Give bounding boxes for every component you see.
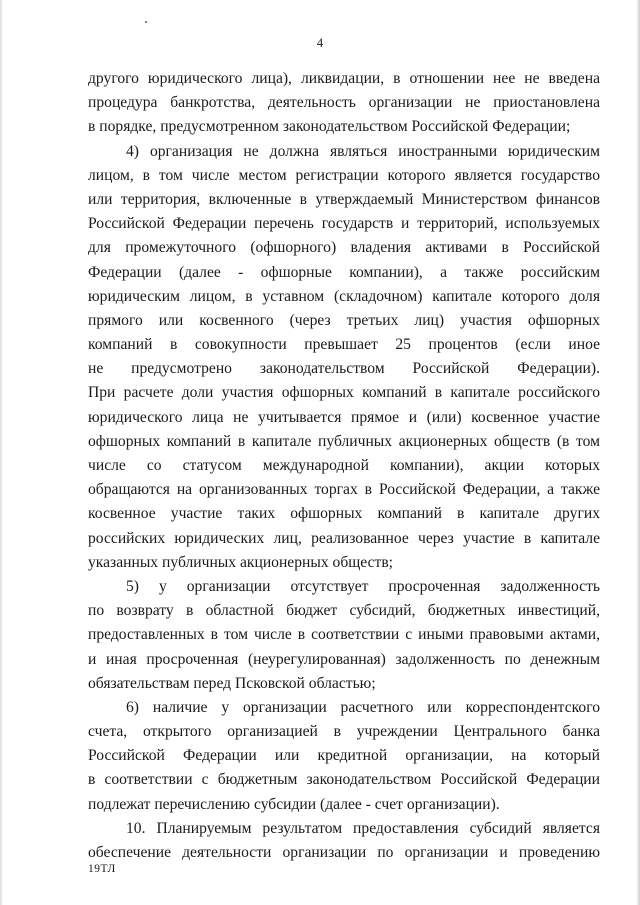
text-line: другого юридического лица), ликвидации, в отношении нее не введена xyxy=(88,70,600,87)
text-line: 6) наличие у организации расчетного или корреспондентского xyxy=(126,698,600,716)
text-line: юридического лица не учитывается прямое и (или) косвенное участие xyxy=(88,408,600,426)
page-number: 4 xyxy=(316,36,324,50)
text-line: Российской Федерации или кредитной организации, на который xyxy=(88,747,600,765)
text-line: При расчете доли участия офшорных компаний в капитале российского xyxy=(88,384,600,402)
body-text xyxy=(88,67,600,865)
text-line: подлежат перечислению субсидии (далее - счет организации). xyxy=(88,795,500,813)
text-line: компаний в совокупности превышает 25 процентов (если иное xyxy=(88,336,600,354)
text-line: обязательствам перед Псковской областью; xyxy=(88,674,376,692)
text-line: в порядке, предусмотренном законодательством Российской Федерации; xyxy=(88,118,571,136)
text-line: предоставленных в том числе в соответствии с иными правовыми актами, xyxy=(88,626,600,644)
text-line: прямого или косвенного (через третьих лиц) участия офшорных xyxy=(88,311,600,329)
text-line: российских юридических лиц, реализованное через участие в капитале xyxy=(88,529,600,547)
text-line: косвенное участие таких офшорных компаний в капитале других xyxy=(88,505,600,523)
text-line: не предусмотрено законодательством Российской Федерации). xyxy=(88,360,600,378)
text-line: 5) у организации отсутствует просроченная задолженность xyxy=(126,577,600,595)
text-line: лицом, в том числе местом регистрации которого является государство xyxy=(88,166,600,184)
text-line: и иная просроченная (неурегулированная) задолженность по денежным xyxy=(88,650,600,668)
scan-edge-left xyxy=(0,0,3,905)
text-line: Российской Федерации перечень государств и территорий, используемых xyxy=(88,215,600,233)
text-line: 10. Планируемым результатом предоставления субсидий является xyxy=(126,819,600,837)
text-line: или территория, включенные в утверждаемый Министерством финансов xyxy=(88,190,600,208)
text-line: по возврату в областной бюджет субсидий, бюджетных инвестиций, xyxy=(88,602,600,620)
text-line: юридическим лицом, в уставном (складочном) капитале которого доля xyxy=(88,287,600,305)
scan-edge-right xyxy=(636,0,640,905)
text-line: в соответствии с бюджетным законодательством Российской Федерации xyxy=(88,771,600,789)
text-line: Федерации (далее - офшорные компании), а также российским xyxy=(88,263,600,281)
text-line: числе со статусом международной компании), акции которых xyxy=(88,457,600,474)
text-line: офшорных компаний в капитале публичных акционерных обществ (в том xyxy=(88,432,600,450)
scan-speck xyxy=(145,21,147,23)
text-line: процедура банкротства, деятельность организации не приостановлена xyxy=(88,94,600,112)
text-line: указанных публичных акционерных обществ; xyxy=(88,553,394,571)
text-line: счета, открытого организацией в учреждении Центрального банка xyxy=(88,723,600,741)
text-line: для промежуточного (офшорного) владения активами в Российской xyxy=(88,239,600,257)
text-line: 4) организация не должна являться иностранными юридическим xyxy=(126,142,600,160)
text-line: обеспечение деятельности организации по организации и проведению xyxy=(88,844,600,861)
footer-document-code: 19ТЛ xyxy=(88,863,116,875)
text-line: обращаются на организованных торгах в Российской Федерации, а также xyxy=(88,481,600,499)
